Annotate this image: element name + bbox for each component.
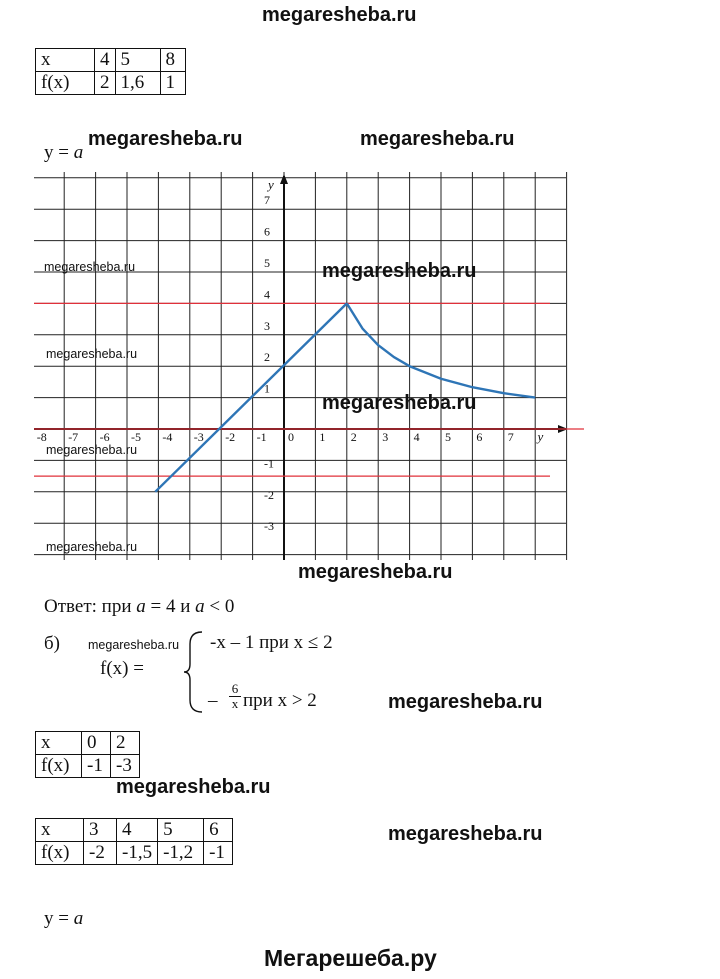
table-cell: x <box>36 49 95 72</box>
table-cell: 5 <box>158 819 204 842</box>
watermark: megaresheba.ru <box>322 392 477 414</box>
watermark: megaresheba.ru <box>44 260 136 274</box>
watermark: megaresheba.ru <box>322 260 477 282</box>
x-axis-label: y <box>537 429 544 444</box>
y-tick-label: 4 <box>264 287 270 302</box>
watermark: megaresheba.ru <box>46 540 138 554</box>
table-row <box>36 732 140 755</box>
answer-var: a <box>136 596 146 617</box>
value-table-2 <box>35 731 140 778</box>
x-tick-label: 5 <box>445 430 451 444</box>
answer-mid: = 4 и <box>145 596 196 617</box>
table-cell: 6 <box>204 819 233 842</box>
x-tick-label: -2 <box>225 430 236 444</box>
y-tick-label: 1 <box>264 381 270 396</box>
table-cell: 5 <box>115 49 160 72</box>
answer-prefix: Ответ: при <box>44 596 137 617</box>
table-cell: 1,6 <box>115 72 160 95</box>
watermark: megaresheba.ru <box>116 776 271 798</box>
table-cell: x <box>36 819 84 842</box>
watermark: megaresheba.ru <box>388 691 543 713</box>
piecewise-case-1: -x – 1 при x ≤ 2 <box>210 632 333 653</box>
watermark: megaresheba.ru <box>88 128 243 150</box>
y-tick-label: -3 <box>264 519 274 534</box>
y-tick-label: 5 <box>264 256 270 270</box>
x-tick-label: -7 <box>68 430 79 444</box>
table-cell: f(x) <box>36 755 82 778</box>
table-cell: -1,2 <box>158 842 204 865</box>
piecewise-case-2 <box>208 690 218 712</box>
equation-y-eq-a <box>44 142 83 164</box>
table-row <box>36 842 233 865</box>
equation-lhs: y = <box>44 908 74 929</box>
x-tick-label: 6 <box>476 430 483 444</box>
x-tick-label: 0 <box>288 430 294 444</box>
piecewise-case-2-rest: при x > 2 <box>243 690 317 711</box>
watermark: megaresheba.ru <box>88 638 180 652</box>
x-tick-label: 3 <box>382 430 389 444</box>
x-tick-label: 2 <box>350 430 357 444</box>
case-minus: – <box>208 690 218 711</box>
x-tick-label: 1 <box>319 430 326 444</box>
value-table-3 <box>35 818 233 865</box>
footer-watermark: Мегарешеба.ру <box>264 945 437 971</box>
equation-y-eq-a-2 <box>44 908 83 930</box>
header-watermark: megaresheba.ru <box>262 4 417 26</box>
table-cell: -1 <box>82 755 111 778</box>
table-cell: 0 <box>82 732 111 755</box>
value-table-1 <box>35 48 186 95</box>
answer-text <box>44 596 234 618</box>
table-cell: 4 <box>95 49 116 72</box>
y-tick-label: 7 <box>264 193 270 208</box>
x-tick-label: -1 <box>256 430 267 444</box>
table-cell: -1,5 <box>117 842 158 865</box>
y-tick-label: -2 <box>264 487 274 502</box>
table-cell: x <box>36 732 82 755</box>
curly-brace <box>182 628 206 716</box>
answer-suffix: < 0 <box>204 596 235 617</box>
watermark: megaresheba.ru <box>46 347 138 361</box>
watermark: megaresheba.ru <box>360 128 515 150</box>
y-tick-label: 6 <box>264 224 270 239</box>
table-cell: 8 <box>160 49 185 72</box>
table-row <box>36 72 186 95</box>
x-tick-label: -3 <box>193 430 204 444</box>
x-tick-label: -4 <box>162 430 173 444</box>
part-label: б) <box>44 633 60 654</box>
answer-var: a <box>195 596 205 617</box>
x-tick-label: -6 <box>99 430 110 444</box>
piecewise-lhs: f(x) = <box>100 658 144 679</box>
x-tick-label: -8 <box>36 430 47 444</box>
watermark: megaresheba.ru <box>388 823 543 845</box>
y-tick-label: 3 <box>264 318 270 333</box>
watermark: megaresheba.ru <box>298 561 453 583</box>
equation-var: a <box>73 142 84 163</box>
table-cell: -1 <box>204 842 233 865</box>
fraction-6-over-x <box>229 682 241 710</box>
equation-var: a <box>73 908 84 929</box>
watermark: megaresheba.ru <box>46 443 138 457</box>
y-axis-arrow <box>280 174 288 184</box>
table-cell: f(x) <box>36 842 84 865</box>
y-tick-label: -1 <box>264 456 274 471</box>
y-axis-label: y <box>268 177 274 192</box>
table-cell: 3 <box>84 819 117 842</box>
equation-lhs: y = <box>44 142 74 163</box>
table-cell: 2 <box>95 72 116 95</box>
x-tick-label: -5 <box>131 430 141 444</box>
y-tick-label: 2 <box>264 350 270 365</box>
table-cell: -3 <box>111 755 140 778</box>
table-cell: 4 <box>117 819 158 842</box>
table-row <box>36 755 140 778</box>
x-tick-label: 7 <box>507 430 514 444</box>
fraction-numerator: 6 <box>231 681 239 696</box>
x-tick-label: 4 <box>413 430 420 444</box>
table-row <box>36 49 186 72</box>
table-cell: f(x) <box>36 72 95 95</box>
table-row <box>36 819 233 842</box>
table-cell: -2 <box>84 842 117 865</box>
table-cell: 1 <box>160 72 185 95</box>
fraction-denominator: x <box>229 696 241 710</box>
function-graph <box>34 172 584 562</box>
table-cell: 2 <box>111 732 140 755</box>
